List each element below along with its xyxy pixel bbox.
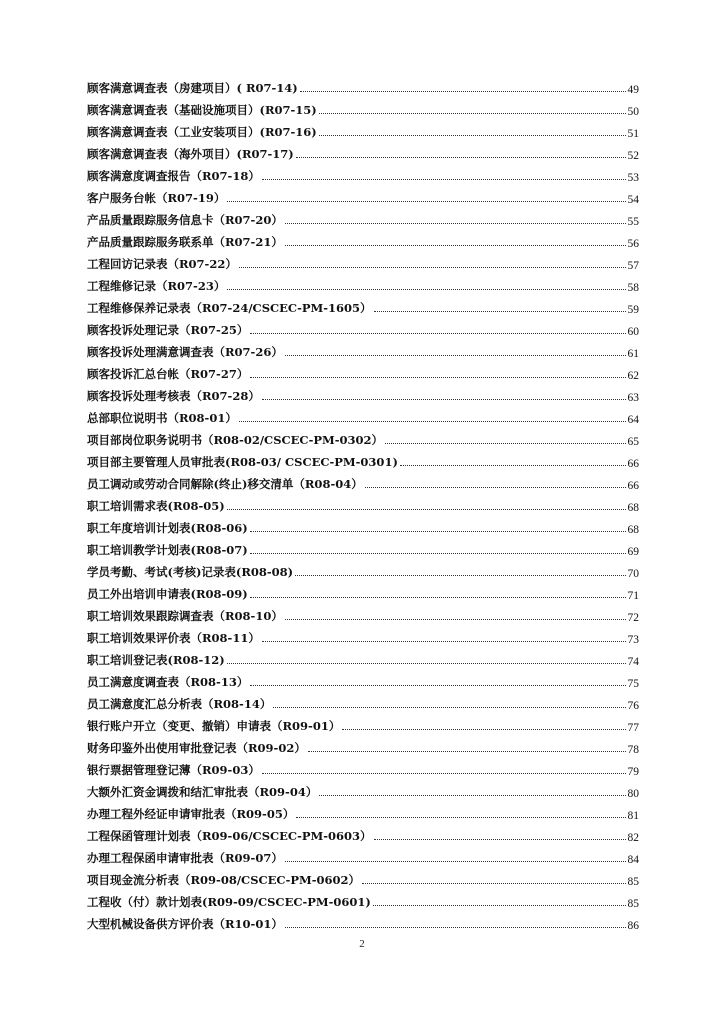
toc-entry-title: 职工培训需求表(R08-05) bbox=[87, 499, 225, 513]
toc-entry[interactable] bbox=[87, 780, 639, 802]
toc-leader-dots bbox=[308, 751, 626, 752]
toc-entry-page: 79 bbox=[627, 766, 639, 778]
toc-leader-dots bbox=[239, 267, 626, 268]
toc-leader-dots bbox=[250, 553, 626, 554]
toc-entry-page: 86 bbox=[627, 920, 639, 932]
toc-entry-page: 53 bbox=[627, 172, 639, 184]
toc-entry[interactable] bbox=[87, 758, 639, 780]
toc-entry-title: 项目部岗位职务说明书（R08-02/CSCEC-PM-0302） bbox=[87, 433, 383, 447]
toc-entry-title: 工程维修记录（R07-23） bbox=[87, 279, 226, 293]
toc-entry[interactable] bbox=[87, 582, 639, 604]
toc-entry-page: 62 bbox=[627, 370, 639, 382]
toc-entry-page: 54 bbox=[627, 194, 639, 206]
toc-entry-title: 顾客投诉汇总台帐（R07-27） bbox=[87, 367, 249, 381]
toc-leader-dots bbox=[227, 201, 625, 202]
toc-leader-dots bbox=[250, 597, 626, 598]
toc-entry[interactable] bbox=[87, 604, 639, 626]
toc-entry-title: 总部职位说明书（R08-01） bbox=[87, 411, 237, 425]
toc-leader-dots bbox=[262, 179, 626, 180]
toc-leader-dots bbox=[262, 641, 626, 642]
toc-entry-page: 85 bbox=[627, 876, 639, 888]
toc-entry-page: 66 bbox=[627, 480, 639, 492]
toc-entry[interactable] bbox=[87, 164, 639, 186]
toc-entry-title: 工程回访记录表（R07-22） bbox=[87, 257, 237, 271]
toc-entry-page: 59 bbox=[627, 304, 639, 316]
toc-entry[interactable] bbox=[87, 846, 639, 868]
toc-entry-page: 73 bbox=[627, 634, 639, 646]
toc-leader-dots bbox=[319, 135, 626, 136]
toc-entry[interactable] bbox=[87, 98, 639, 120]
toc-entry[interactable] bbox=[87, 186, 639, 208]
toc-entry-page: 70 bbox=[627, 568, 639, 580]
toc-entry-title: 职工培训效果评价表（R08-11） bbox=[87, 631, 260, 645]
toc-entry-page: 57 bbox=[627, 260, 639, 272]
toc-leader-dots bbox=[296, 817, 625, 818]
toc-leader-dots bbox=[285, 927, 626, 928]
toc-leader-dots bbox=[227, 509, 626, 510]
toc-entry[interactable] bbox=[87, 560, 639, 582]
toc-leader-dots bbox=[385, 443, 626, 444]
toc-entry-title: 项目部主要管理人员审批表(R08-03/ CSCEC-PM-0301) bbox=[87, 455, 398, 469]
toc-entry-title: 职工培训效果跟踪调查表（R08-10） bbox=[87, 609, 283, 623]
toc-entry[interactable] bbox=[87, 384, 639, 406]
toc-entry[interactable] bbox=[87, 516, 639, 538]
toc-entry[interactable] bbox=[87, 428, 639, 450]
toc-leader-dots bbox=[285, 355, 626, 356]
toc-entry-title: 顾客投诉处理考核表（R07-28） bbox=[87, 389, 260, 403]
toc-leader-dots bbox=[319, 113, 626, 114]
toc-entry[interactable] bbox=[87, 142, 639, 164]
toc-entry[interactable] bbox=[87, 802, 639, 824]
toc-entry-title: 银行票据管理登记薄（R09-03） bbox=[87, 763, 260, 777]
toc-entry[interactable] bbox=[87, 296, 639, 318]
toc-entry-title: 顾客满意调查表（海外项目）(R07-17) bbox=[87, 147, 294, 161]
toc-entry-page: 71 bbox=[627, 590, 639, 602]
toc-leader-dots bbox=[362, 883, 626, 884]
toc-entry-title: 职工培训教学计划表(R08-07) bbox=[87, 543, 248, 557]
toc-entry-page: 56 bbox=[627, 238, 639, 250]
toc-entry-title: 顾客满意调查表（房建项目）( R07-14) bbox=[87, 81, 298, 95]
toc-entry-title: 员工满意度汇总分析表（R08-14） bbox=[87, 697, 272, 711]
toc-entry[interactable] bbox=[87, 692, 639, 714]
toc-leader-dots bbox=[300, 91, 626, 92]
toc-entry-page: 58 bbox=[627, 282, 639, 294]
toc-entry-page: 78 bbox=[627, 744, 639, 756]
toc-entry[interactable] bbox=[87, 648, 639, 670]
toc-leader-dots bbox=[250, 531, 626, 532]
toc-leader-dots bbox=[285, 245, 626, 246]
toc-entry-title: 项目现金流分析表（R09-08/CSCEC-PM-0602） bbox=[87, 873, 360, 887]
toc-entry-page: 52 bbox=[627, 150, 639, 162]
toc-entry-page: 68 bbox=[627, 524, 639, 536]
toc-entry-page: 65 bbox=[627, 436, 639, 448]
toc-entry[interactable] bbox=[87, 890, 639, 912]
toc-leader-dots bbox=[227, 289, 625, 290]
toc-leader-dots bbox=[365, 487, 626, 488]
toc-entry[interactable] bbox=[87, 494, 639, 516]
toc-entry-page: 75 bbox=[627, 678, 639, 690]
toc-entry-title: 员工调动或劳动合同解除(终止)移交清单（R08-04） bbox=[87, 477, 363, 491]
toc-entry[interactable] bbox=[87, 450, 639, 472]
toc-leader-dots bbox=[262, 399, 626, 400]
toc-entry-page: 51 bbox=[627, 128, 639, 140]
toc-entry[interactable] bbox=[87, 912, 639, 934]
toc-entry-title: 大额外汇资金调拨和结汇审批表（R09-04） bbox=[87, 785, 318, 799]
toc-entry[interactable] bbox=[87, 406, 639, 428]
toc-entry-page: 81 bbox=[627, 810, 639, 822]
toc-entry-title: 客户服务台帐（R07-19） bbox=[87, 191, 226, 205]
toc-entry-page: 63 bbox=[627, 392, 639, 404]
toc-entry-title: 工程保函管理计划表（R09-06/CSCEC-PM-0603） bbox=[87, 829, 372, 843]
toc-entry[interactable] bbox=[87, 362, 639, 384]
toc-entry-title: 职工培训登记表(R08-12) bbox=[87, 653, 225, 667]
toc-entry-title: 学员考勤、考试(考核)记录表(R08-08) bbox=[87, 565, 294, 579]
toc-entry[interactable] bbox=[87, 208, 639, 230]
toc-leader-dots bbox=[319, 795, 625, 796]
toc-entry-title: 顾客满意调查表（工业安装项目）(R07-16) bbox=[87, 125, 317, 139]
toc-entry[interactable] bbox=[87, 824, 639, 846]
toc-leader-dots bbox=[285, 861, 626, 862]
toc-leader-dots bbox=[227, 663, 626, 664]
toc-entry-page: 82 bbox=[627, 832, 639, 844]
page-number: 2 bbox=[359, 938, 365, 950]
toc-entry-title: 财务印鉴外出使用审批登记表（R09-02） bbox=[87, 741, 306, 755]
toc-entry-page: 74 bbox=[627, 656, 639, 668]
toc-entry-title: 顾客满意度调查报告（R07-18） bbox=[87, 169, 260, 183]
toc-entry[interactable] bbox=[87, 230, 639, 252]
toc-entry[interactable] bbox=[87, 670, 639, 692]
toc-entry-page: 64 bbox=[627, 414, 639, 426]
toc-entry-title: 顾客投诉处理满意调查表（R07-26） bbox=[87, 345, 283, 359]
toc-entry[interactable] bbox=[87, 252, 639, 274]
toc-entry-page: 66 bbox=[627, 458, 639, 470]
toc-entry-title: 顾客投诉处理记录（R07-25） bbox=[87, 323, 249, 337]
toc-leader-dots bbox=[273, 707, 625, 708]
toc-leader-dots bbox=[400, 465, 626, 466]
toc-entry-title: 办理工程保函申请审批表（R09-07） bbox=[87, 851, 283, 865]
toc-leader-dots bbox=[342, 729, 625, 730]
toc-entry[interactable] bbox=[87, 626, 639, 648]
toc-entry[interactable] bbox=[87, 736, 639, 758]
toc-entry-title: 大型机械设备供方评价表（R10-01） bbox=[87, 917, 283, 931]
toc-leader-dots bbox=[285, 223, 626, 224]
toc-leader-dots bbox=[373, 905, 626, 906]
toc-entry[interactable] bbox=[87, 76, 639, 98]
toc-entry-title: 职工年度培训计划表(R08-06) bbox=[87, 521, 248, 535]
toc-entry-title: 产品质量跟踪服务信息卡（R07-20） bbox=[87, 213, 283, 227]
toc-leader-dots bbox=[374, 839, 626, 840]
toc-leader-dots bbox=[296, 157, 626, 158]
toc-entry[interactable] bbox=[87, 340, 639, 362]
toc-entry-page: 49 bbox=[627, 84, 639, 96]
toc-entry-page: 60 bbox=[627, 326, 639, 338]
toc-leader-dots bbox=[250, 333, 625, 334]
toc-entry-page: 61 bbox=[627, 348, 639, 360]
toc-entry-page: 76 bbox=[627, 700, 639, 712]
toc-entry-title: 银行账户开立（变更、撤销）申请表（R09-01） bbox=[87, 719, 341, 733]
toc-entry[interactable] bbox=[87, 472, 639, 494]
toc-entry-page: 84 bbox=[627, 854, 639, 866]
toc-entry-title: 员工满意度调查表（R08-13） bbox=[87, 675, 249, 689]
toc-leader-dots bbox=[374, 311, 626, 312]
toc-entry-page: 72 bbox=[627, 612, 639, 624]
table-of-contents bbox=[87, 76, 639, 934]
toc-leader-dots bbox=[262, 773, 626, 774]
toc-entry-page: 50 bbox=[627, 106, 639, 118]
toc-entry-page: 55 bbox=[627, 216, 639, 228]
toc-entry[interactable] bbox=[87, 538, 639, 560]
toc-entry[interactable] bbox=[87, 120, 639, 142]
toc-entry[interactable] bbox=[87, 714, 639, 736]
toc-entry-page: 77 bbox=[627, 722, 639, 734]
toc-leader-dots bbox=[239, 421, 626, 422]
toc-entry-title: 顾客满意调查表（基础设施项目）(R07-15) bbox=[87, 103, 317, 117]
toc-entry[interactable] bbox=[87, 318, 639, 340]
toc-leader-dots bbox=[250, 377, 625, 378]
toc-entry[interactable] bbox=[87, 274, 639, 296]
toc-leader-dots bbox=[250, 685, 625, 686]
toc-entry-page: 80 bbox=[627, 788, 639, 800]
toc-entry-page: 85 bbox=[627, 898, 639, 910]
toc-entry-page: 68 bbox=[627, 502, 639, 514]
toc-entry-title: 员工外出培训申请表(R08-09) bbox=[87, 587, 248, 601]
toc-entry-title: 产品质量跟踪服务联系单（R07-21） bbox=[87, 235, 283, 249]
toc-entry-page: 69 bbox=[627, 546, 639, 558]
toc-leader-dots bbox=[295, 575, 625, 576]
toc-entry-title: 工程维修保养记录表（R07-24/CSCEC-PM-1605） bbox=[87, 301, 372, 315]
toc-entry-title: 工程收（付）款计划表(R09-09/CSCEC-PM-0601) bbox=[87, 895, 371, 909]
toc-entry-title: 办理工程外经证申请审批表（R09-05） bbox=[87, 807, 295, 821]
toc-entry[interactable] bbox=[87, 868, 639, 890]
toc-leader-dots bbox=[285, 619, 626, 620]
